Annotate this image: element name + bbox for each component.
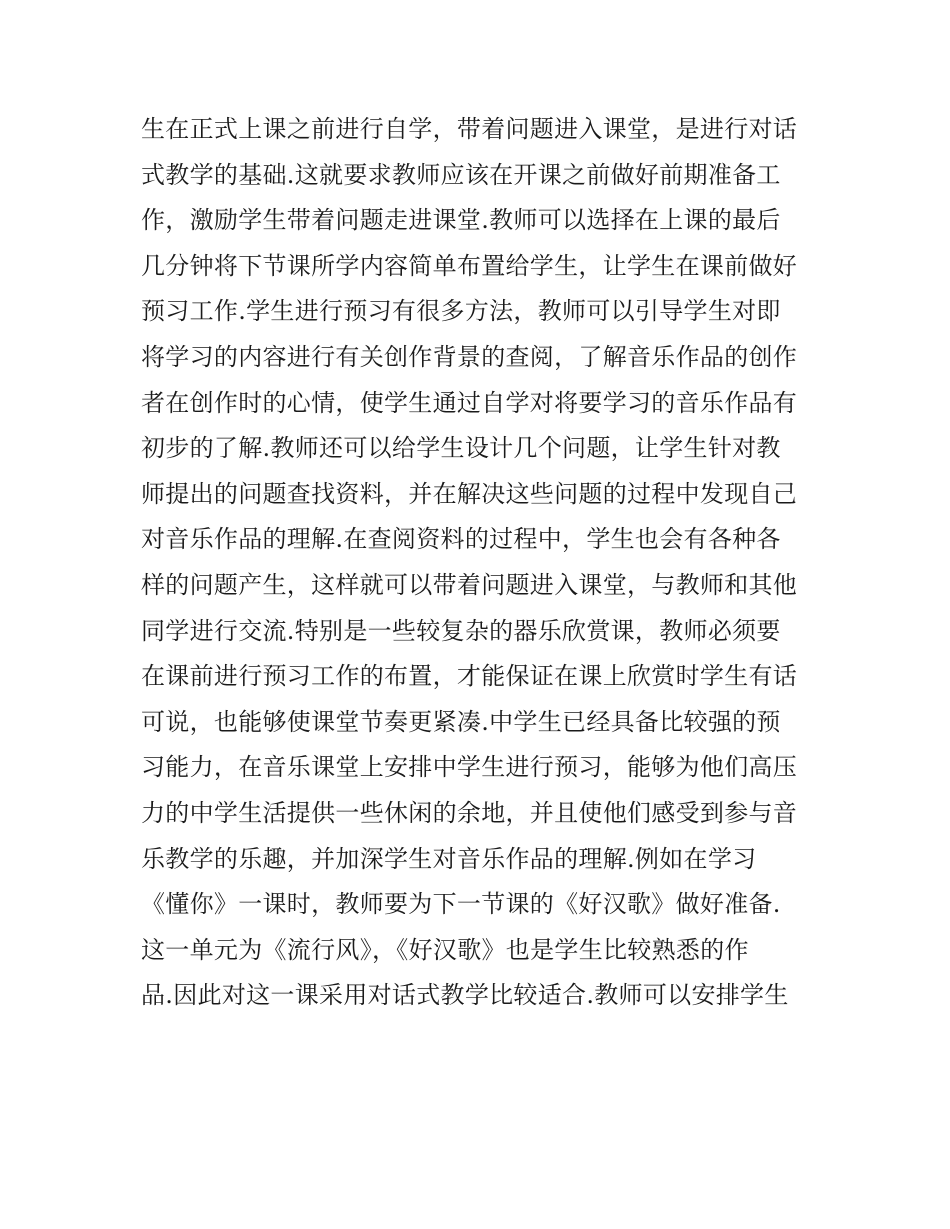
text-line: 预习工作.学生进行预习有很多方法，教师可以引导学生对即: [141, 297, 781, 326]
text-line: 品.因此对这一课采用对话式教学比较适合.教师可以安排学生: [141, 981, 789, 1010]
text-line: 者在创作时的心情，使学生通过自学对将要学习的音乐作品有: [141, 388, 798, 417]
text-line: 师提出的问题查找资料，并在解决这些问题的过程中发现自己: [141, 479, 798, 508]
text-line: 在课前进行预习工作的布置，才能保证在课上欣赏时学生有话: [141, 662, 798, 691]
text-line: 样的问题产生，这样就可以带着问题进入课堂，与教师和其他: [141, 570, 798, 599]
text-line: 《懂你》一课时，教师要为下一节课的《好汉歌》做好准备.: [141, 890, 781, 919]
text-line: 初步的了解.教师还可以给学生设计几个问题，让学生针对教: [141, 434, 781, 463]
text-line: 可说，也能够使课堂节奏更紧凑.中学生已经具备比较强的预: [141, 707, 781, 736]
text-line: 生在正式上课之前进行自学，带着问题进入课堂，是进行对话: [141, 115, 798, 143]
text-line: 乐教学的乐趣，并加深学生对音乐作品的理解.例如在学习: [141, 844, 757, 873]
body-paragraph: [141, 107, 821, 1019]
text-line: 作，激励学生带着问题走进课堂.教师可以选择在上课的最后: [141, 206, 781, 235]
text-line: 力的中学生活提供一些休闲的余地，并且使他们感受到参与音: [141, 798, 798, 827]
text-line: 这一单元为《流行风》，《好汉歌》也是学生比较熟悉的作: [141, 935, 749, 964]
text-line: 对音乐作品的理解.在查阅资料的过程中，学生也会有各种各: [141, 525, 781, 554]
text-line: 几分钟将下节课所学内容简单布置给学生，让学生在课前做好: [141, 251, 798, 280]
text-line: 式教学的基础.这就要求教师应该在开课之前做好前期准备工: [141, 160, 781, 189]
text-line: 同学进行交流.特别是一些较复杂的器乐欣赏课，教师必须要: [141, 616, 781, 645]
text-line: 习能力，在音乐课堂上安排中学生进行预习，能够为他们高压: [141, 753, 798, 782]
text-line: 将学习的内容进行有关创作背景的查阅，了解音乐作品的创作: [141, 342, 798, 371]
